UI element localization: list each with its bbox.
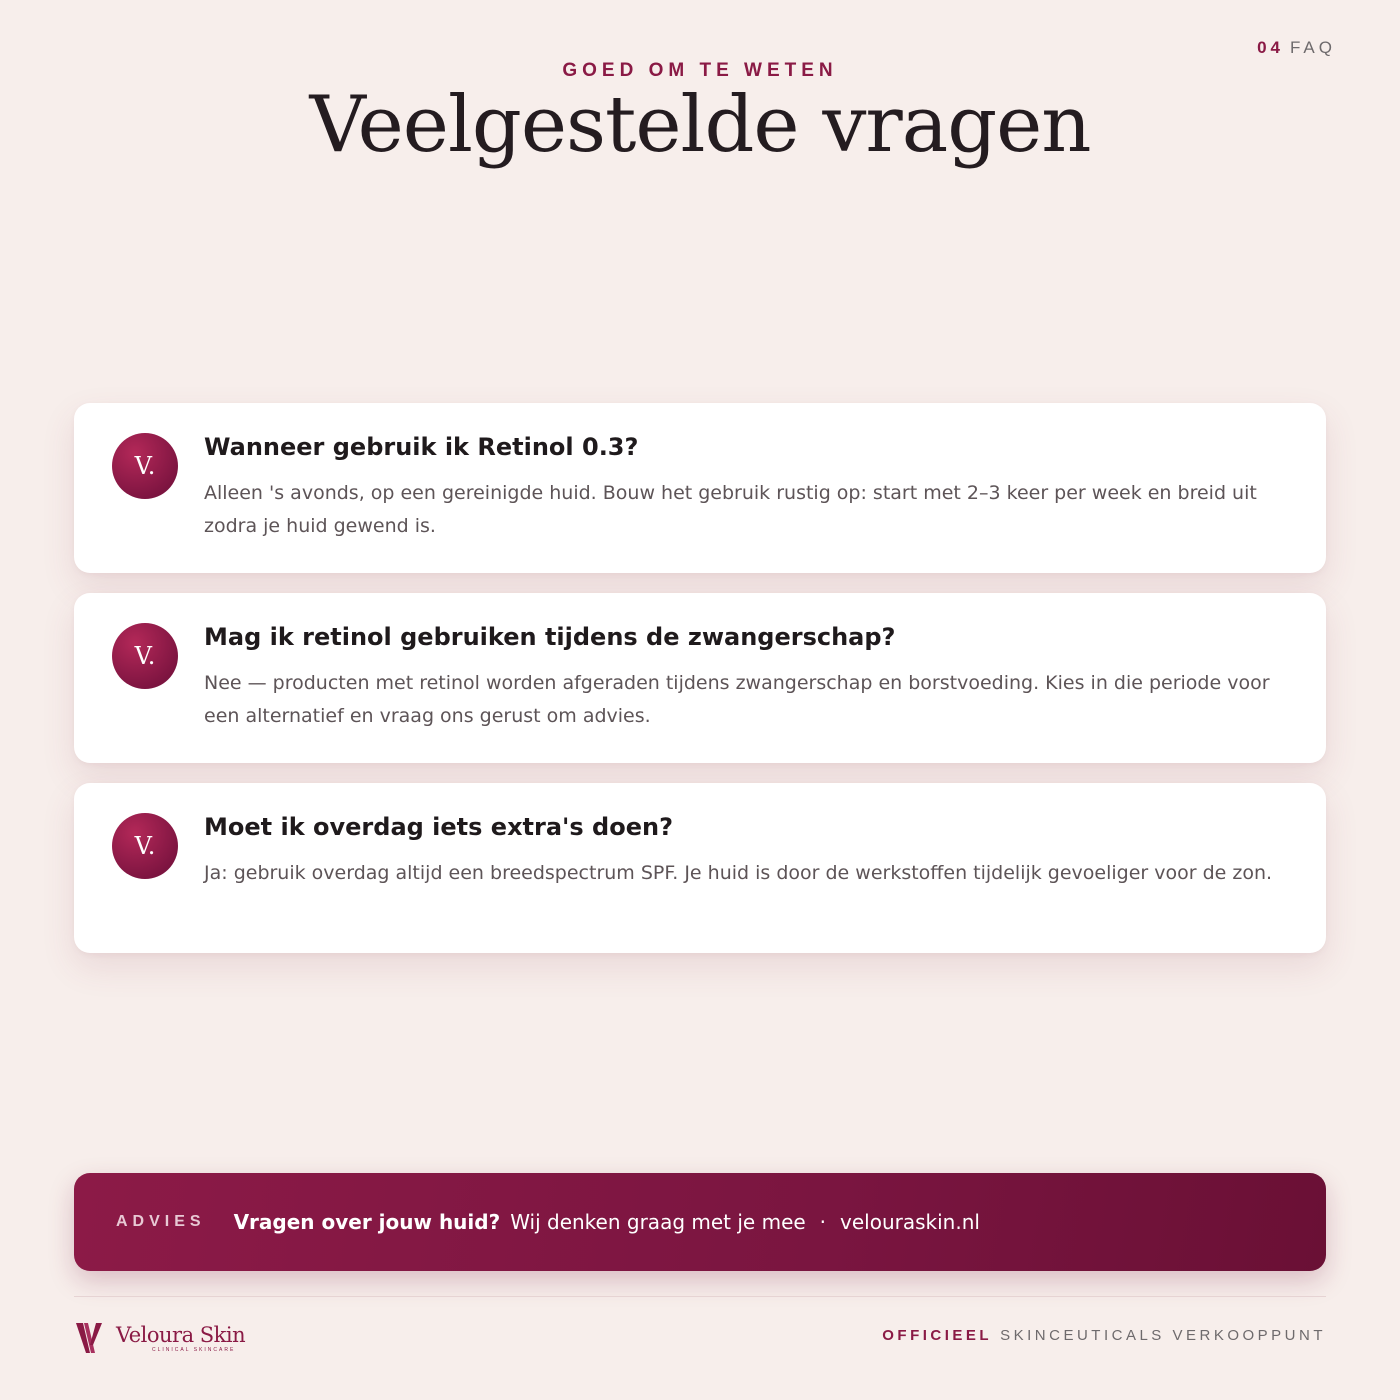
faq-list — [74, 403, 1326, 973]
faq-item — [74, 593, 1326, 763]
faq-item — [74, 783, 1326, 953]
faq-answer: Ja: gebruik overdag altijd een breedspectrum SPF. Je huid is door de werkstoffen tijdelijk gevoeliger voor de zon. — [204, 862, 1273, 884]
brand-badge-icon: V. — [112, 433, 178, 499]
brand-badge-icon: V. — [112, 813, 178, 879]
page-label: FAQ — [1289, 38, 1336, 57]
official-label: OFFICIEEL — [882, 1327, 993, 1344]
faq-question: Wanneer gebruik ik Retinol 0.3? — [204, 433, 639, 461]
faq-answer: Nee — producten met retinol worden afgeraden tijdens zwangerschap en borstvoeding. Kies in die periode voor een alternatief en vraag ons gerust om advies. — [204, 672, 1270, 727]
advice-banner — [74, 1173, 1326, 1271]
advice-label: ADVIES — [116, 1213, 206, 1230]
website-link[interactable]: velouraskin.nl — [840, 1210, 980, 1234]
faq-question: Mag ik retinol gebruiken tijdens de zwangerschap? — [204, 623, 896, 651]
brand-name: Veloura Skin — [116, 1322, 246, 1347]
advice-question: Vragen over jouw huid? — [233, 1210, 501, 1234]
faq-item — [74, 403, 1326, 573]
page-indicator — [1257, 38, 1336, 58]
advice-separator: · — [819, 1210, 827, 1234]
logo-mark-icon — [74, 1321, 104, 1355]
page-title: Veelgestelde vragen — [309, 80, 1091, 170]
eyebrow-heading: GOED OM TE WETEN — [562, 60, 838, 81]
official-retailer-badge — [882, 1327, 1326, 1344]
page-number: 04 — [1257, 38, 1284, 57]
footer-divider — [74, 1296, 1326, 1297]
brand-badge-icon: V. — [112, 623, 178, 689]
faq-question: Moet ik overdag iets extra's doen? — [204, 813, 673, 841]
brand-tagline: CLINICAL SKINCARE — [152, 1346, 236, 1353]
advice-text: Wij denken graag met je mee — [510, 1210, 806, 1234]
brand-logo — [74, 1318, 245, 1358]
retailer-label: SKINCEUTICALS VERKOOPPUNT — [1000, 1327, 1326, 1344]
faq-answer: Alleen 's avonds, op een gereinigde huid. Bouw het gebruik rustig op: start met 2–3 keer per week en breid uit zodra je huid gewend is. — [204, 482, 1257, 537]
